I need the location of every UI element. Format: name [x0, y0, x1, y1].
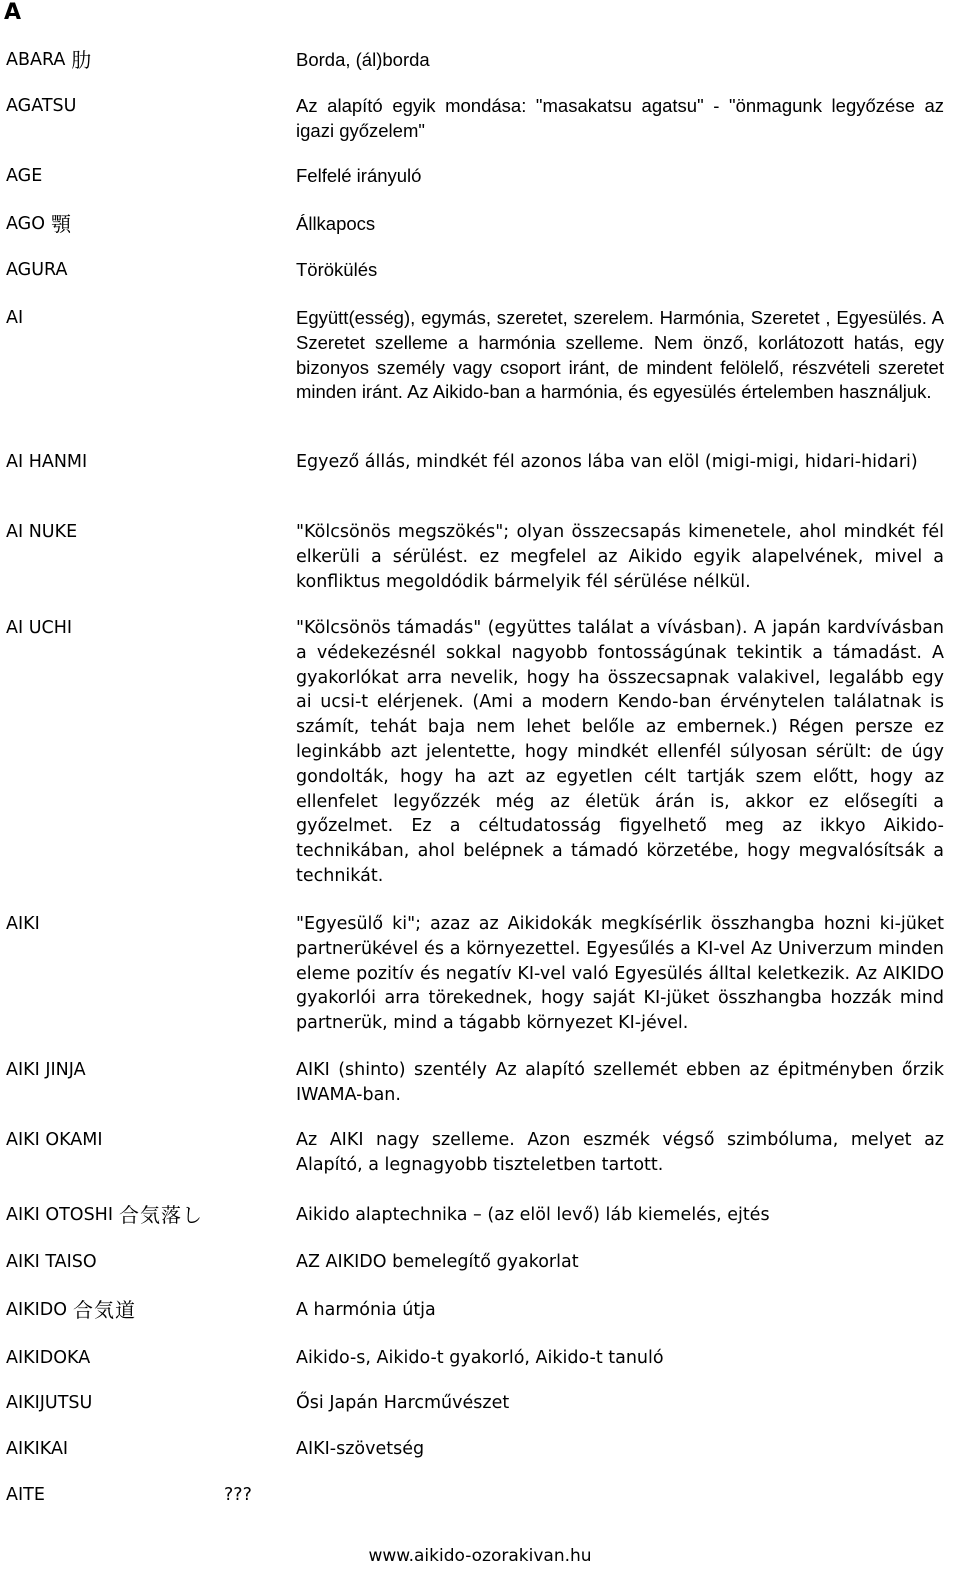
entry-term: AIKIDO 合気道	[6, 1298, 137, 1322]
entry-definition: Együtt(esség), egymás, szeretet, szerelem. Harmónia, Szeretet , Egyesülés. A Szeretet szelleme a harmónia szelleme. Nem önző, korlátozott hatás, egy bizonyos személy vagy csoport iránt, de mindent felölelő, részvételi szeretet minden iránt. Az Aikido-ban a harmónia, és egyesülés értelemben használjuk.	[296, 307, 944, 403]
entry-definition: Aikido alaptechnika – (az elöl levő) láb kiemelés, ejtés	[296, 1205, 770, 1225]
entry-definition: "Kölcsönös támadás" (együttes találat a vívásban). A japán kardvívásban a védekezésnél sokkal nagyobb fontosságúnak tekintik a támadást. A gyakorlókat arra nevelik, hogy ha összecsapnak valakivel, legalább egy ai ucsi-t elérjenek. (Ami a modern Kendo-ban érvénytelen találatnak is számít, tehát baja nem lehet belőle az embernek.) Régen persze ez leginkább azt jelentette, hogy mindkét ellenfél súlyosan sérült: de úgy gondolták, hogy ha azt az egyetlen célt tartják szem előtt, hogy az ellenfelet legyőzzék még az életük árán is, akkor ez elősegíti a győzelmet. Ez a céltudatosság figyelhető meg az ikkyo Aikido-technikában, ahol belépnek a támadó körzetébe, hogy megvalósítsák a technikát.	[296, 618, 944, 886]
entry-term: AI UCHI	[6, 618, 73, 638]
kanji-glyph: 肋	[71, 48, 93, 72]
entry-definition: Az AIKI nagy szelleme. Azon eszmék végső szimbóluma, melyet az Alapító, a legnagyobb tiszteletben tartott.	[296, 1130, 944, 1175]
entry-term: AI NUKE	[6, 522, 78, 542]
entry-term: AIKIJUTSU	[6, 1393, 93, 1413]
entry-definition: "Egyesülő ki"; azaz az Aikidokák megkísérlik összhangba hozni ki-jüket partnerükével és a környezettel. Egyesűlés a KI-vel Az Univerzum minden eleme pozitív és negatív KI-vel való Egyesülés álltal keletkezik. Az AIKIDO gyakorlói arra törekednek, hogy saját KI-jüket összhangba hozzák mind partnerük, mind a tágabb környezet KI-jével.	[296, 914, 944, 1034]
kanji-glyph: 顎	[51, 212, 72, 236]
entry-term: AITE	[6, 1485, 45, 1505]
entry-definition: Állkapocs	[296, 213, 376, 234]
entry-definition: Törökülés	[296, 259, 378, 280]
entry-term: AIKI JINJA	[6, 1060, 86, 1080]
entry-term: AIKI OTOSHI 合気落し	[6, 1203, 203, 1227]
entry-definition: Aikido-s, Aikido-t gyakorló, Aikido-t tanuló	[296, 1348, 664, 1368]
entry-definition: Ősi Japán Harcművészet	[296, 1393, 510, 1413]
entry-definition: Az alapító egyik mondása: "masakatsu agatsu" - "önmagunk legyőzése az igazi győzelem"	[296, 95, 944, 141]
entry-term: AI	[6, 308, 24, 328]
kanji-glyph: 合気道	[73, 1298, 137, 1322]
entry-term: AIKI TAISO	[6, 1252, 97, 1272]
entry-term: AI HANMI	[6, 452, 88, 472]
kanji-glyph: 合気落し	[119, 1203, 203, 1227]
entry-definition: Egyező állás, mindkét fél azonos lába van elöl (migi-migi, hidari-hidari)	[296, 452, 918, 472]
unknown-marker: ???	[224, 1485, 252, 1505]
section-letter: A	[4, 0, 22, 25]
entry-term: AIKI OKAMI	[6, 1130, 103, 1150]
entry-definition: AIKI (shinto) szentély Az alapító szellemét ebben az épitményben őrzik IWAMA-ban.	[296, 1060, 944, 1105]
entry-term: AGE	[6, 166, 43, 186]
entry-term: AIKI	[6, 914, 40, 934]
entry-term: AGATSU	[6, 96, 77, 116]
entry-term: AIKIDOKA	[6, 1348, 91, 1368]
entry-definition: Borda, (ál)borda	[296, 49, 430, 70]
footer-url: www.aikido-ozorakivan.hu	[368, 1546, 592, 1566]
entry-definition: Felfelé irányuló	[296, 165, 422, 186]
entry-definition: AIKI-szövetség	[296, 1439, 425, 1459]
entry-definition: "Kölcsönös megszökés"; olyan összecsapás kimenetele, ahol mindkét fél elkerüli a sérülést. ez megfelel az Aikido egyik alapelvének, mivel a konfliktus megoldódik bármelyik fél sérülése nélkül.	[296, 522, 944, 592]
entry-term: AGURA	[6, 260, 68, 280]
entry-definition: A harmónia útja	[296, 1300, 436, 1320]
entry-definition: AZ AIKIDO bemelegítő gyakorlat	[296, 1252, 579, 1272]
entry-term: ABARA 肋	[6, 48, 93, 72]
entry-term: AIKIKAI	[6, 1439, 69, 1459]
entry-term: AGO 顎	[6, 212, 72, 236]
